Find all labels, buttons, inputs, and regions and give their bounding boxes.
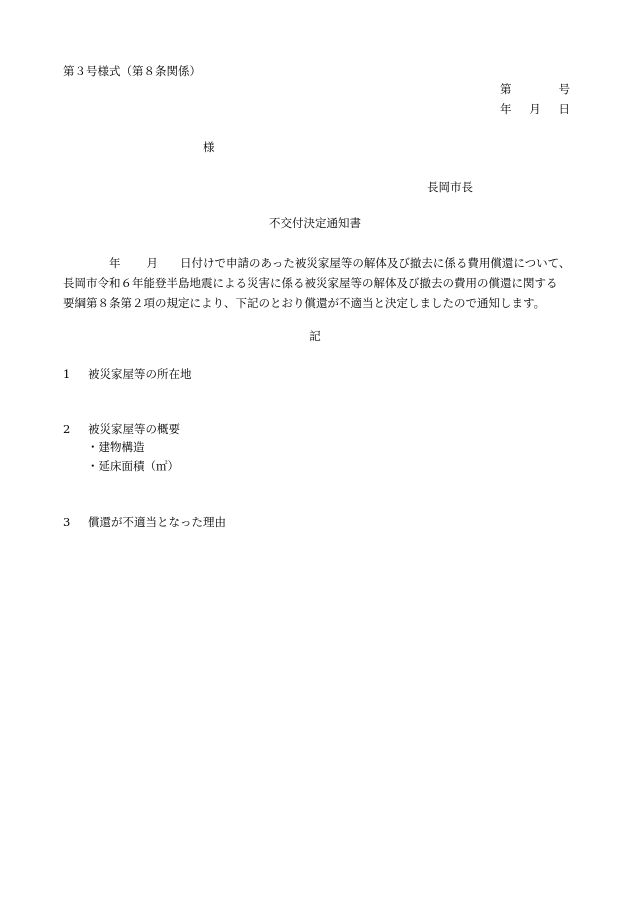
number-prefix: 第 (500, 82, 512, 96)
recipient-honorific: 様 (203, 140, 215, 154)
body-line-1-text: 日付けで申請のあった被災家屋等の解体及び撤去に係る費用償還について、 (180, 256, 571, 270)
body-month: 月 (146, 256, 158, 270)
item-3-label: 償還が不適当となった理由 (88, 515, 226, 529)
sub-item-floor-area: ・延床面積（㎡） (87, 459, 179, 473)
item-2 (63, 424, 180, 436)
item-1-number: 1 (63, 367, 71, 381)
document-number-row (500, 84, 570, 96)
body-paragraph (63, 253, 583, 313)
date-year: 年 (500, 102, 512, 116)
body-line-2: 長岡市令和６年能登半島地震による災害に係る被災家屋等の解体及び撤去の費用の償還に関する (63, 276, 558, 290)
item-3 (63, 517, 226, 529)
date-day: 日 (558, 102, 570, 116)
item-2-number: 2 (63, 422, 71, 436)
form-number-label: 第３号様式（第８条関係） (63, 64, 201, 78)
date-row (500, 104, 570, 116)
number-suffix: 号 (558, 82, 570, 96)
document-title: 不交付決定通知書 (269, 216, 361, 230)
item-1 (63, 369, 192, 381)
body-year: 年 (109, 256, 121, 270)
body-line-1 (63, 253, 583, 273)
body-line-3: 要綱第８条第２項の規定により、下記のとおり償還が不適当と決定しましたので通知します。 (63, 296, 546, 310)
sub-item-structure: ・建物構造 (87, 440, 145, 454)
date-month: 月 (529, 102, 541, 116)
item-1-label: 被災家屋等の所在地 (88, 367, 192, 381)
ki-heading: 記 (309, 329, 321, 343)
item-2-label: 被災家屋等の概要 (88, 422, 180, 436)
issuer-name: 長岡市長 (427, 180, 473, 194)
item-3-number: 3 (63, 515, 71, 529)
